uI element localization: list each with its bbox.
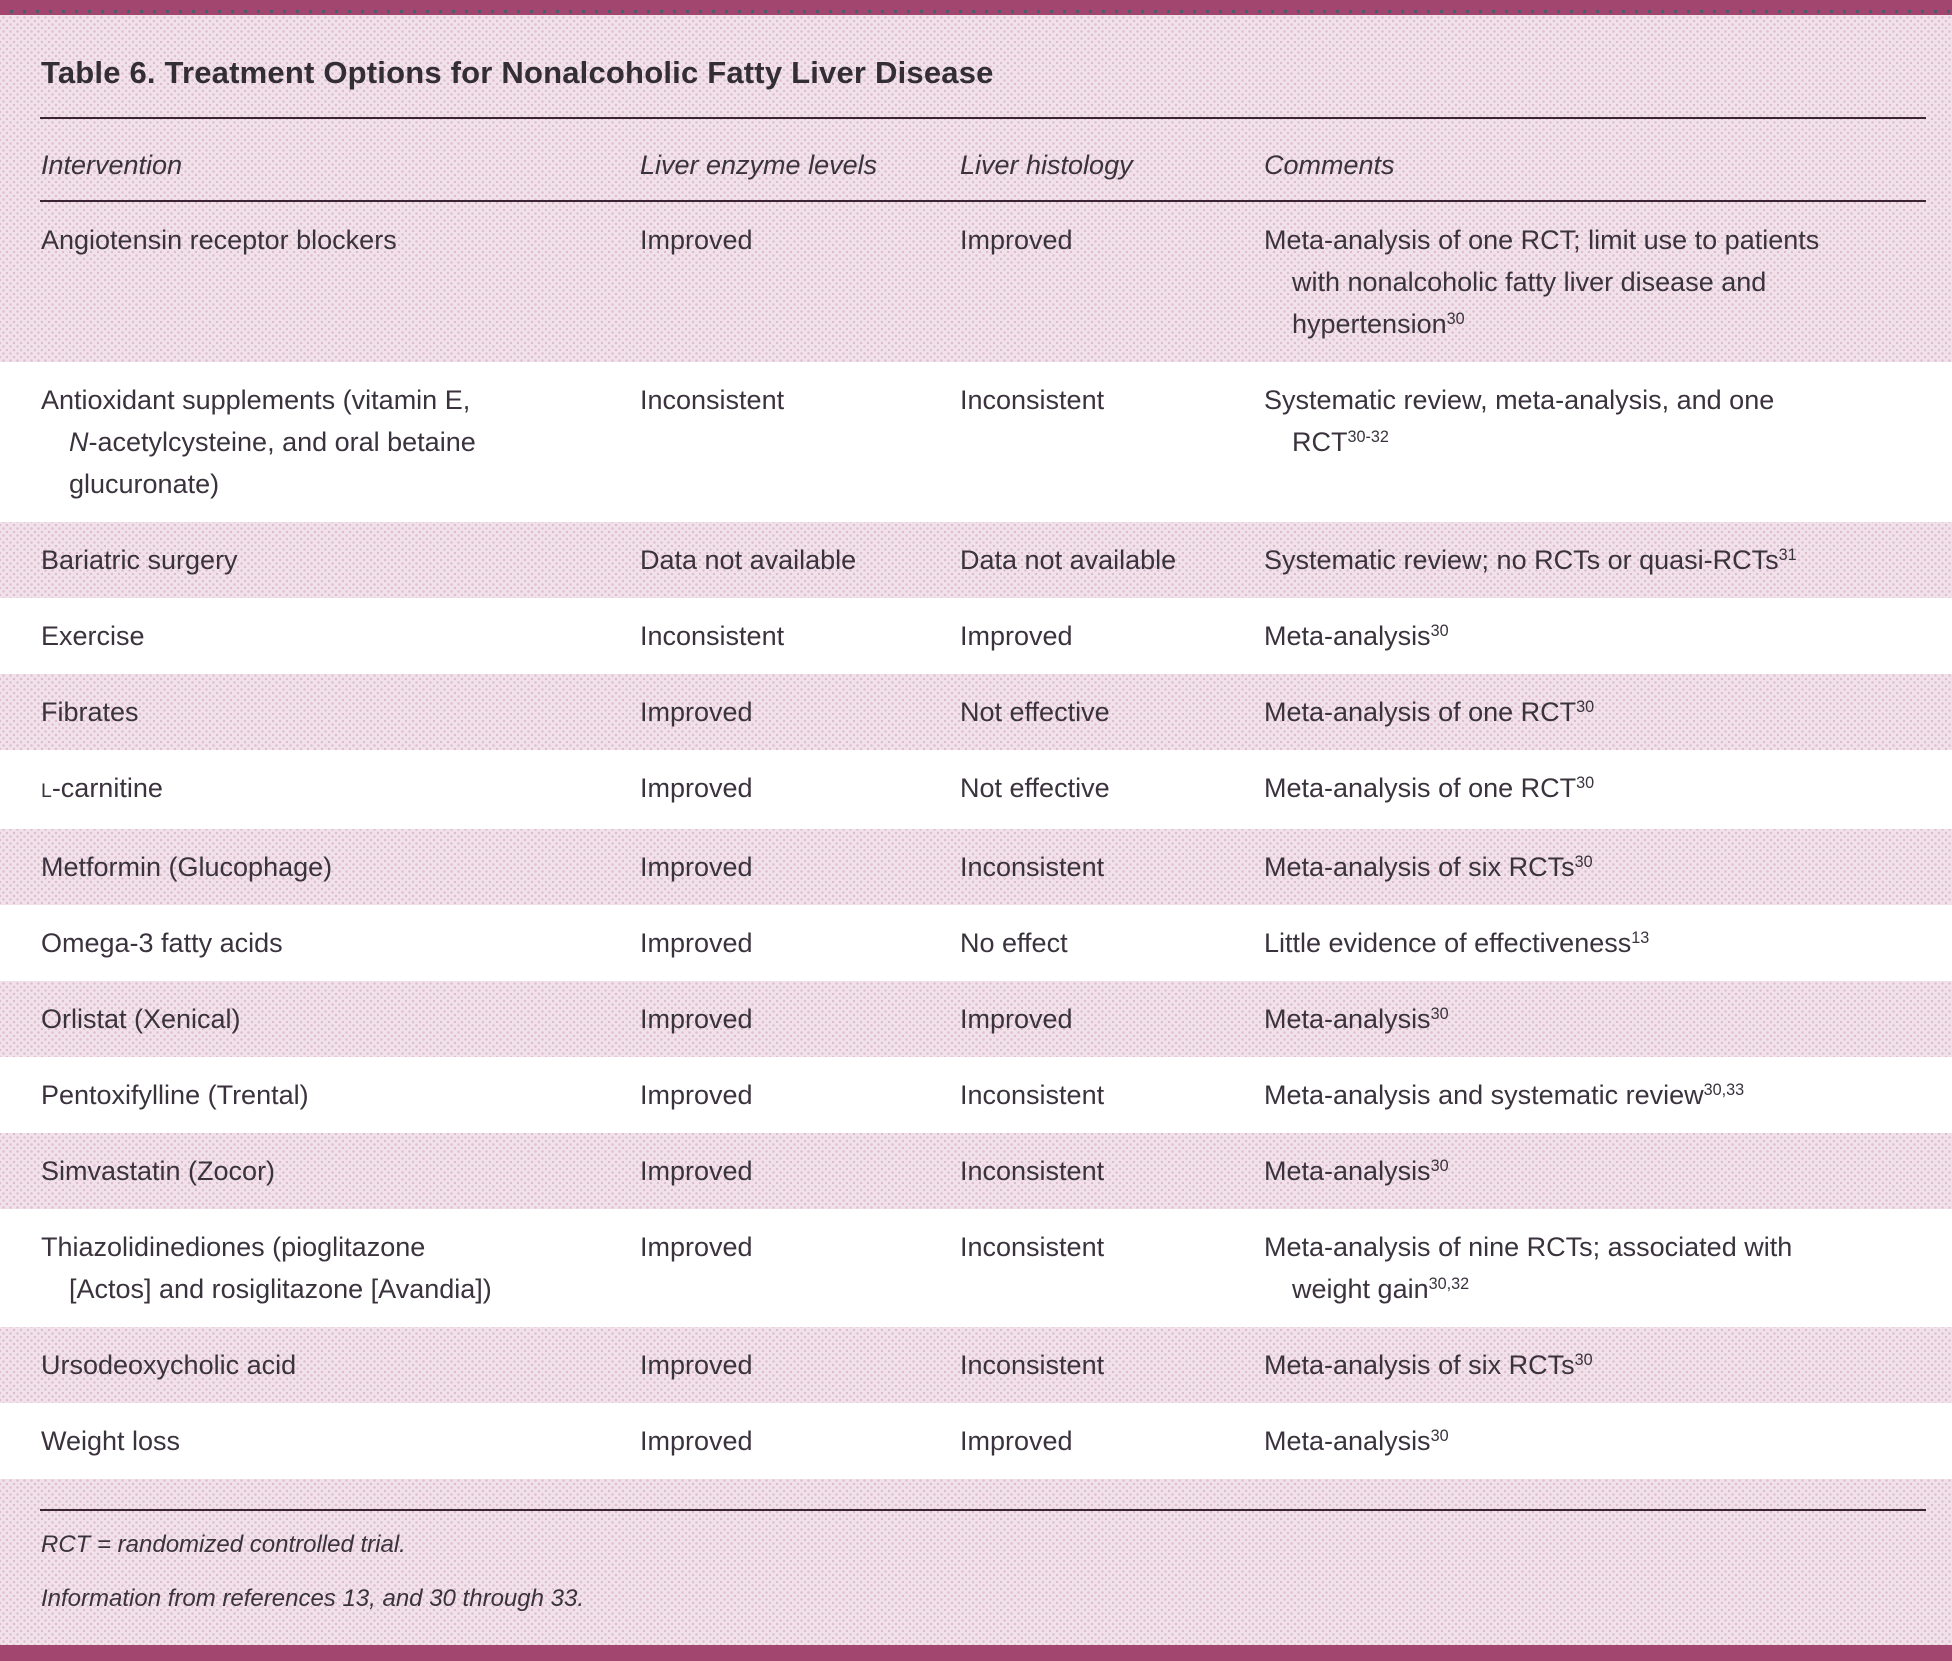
liver-enzyme-value: Improved [640, 1426, 753, 1456]
liver-histology-value: Data not available [960, 545, 1177, 575]
cell-comments [1264, 846, 1952, 888]
column-header-comments: Comments [1264, 150, 1395, 180]
table-row [0, 598, 1952, 674]
intervention-segment: -carnitine [51, 773, 163, 803]
cell-liver-enzyme-levels [640, 1226, 960, 1310]
reference-superscript: 30 [1576, 774, 1595, 793]
intervention-text [41, 379, 496, 505]
liver-enzyme-value: Improved [640, 852, 753, 882]
liver-enzyme-value: Improved [640, 773, 753, 803]
intervention-segment: Simvastatin (Zocor) [41, 1156, 276, 1186]
table-row [0, 674, 1952, 750]
cell-comments [1264, 1420, 1952, 1462]
table-body [0, 202, 1952, 1479]
intervention-segment: Fibrates [41, 697, 139, 727]
liver-histology-value: Not effective [960, 773, 1110, 803]
liver-enzyme-value: Improved [640, 1232, 753, 1262]
cell-liver-enzyme-levels [640, 998, 960, 1040]
cell-intervention [0, 219, 640, 345]
cell-comments [1264, 1344, 1952, 1386]
table-row [0, 362, 1952, 522]
table-row [0, 981, 1952, 1057]
cell-liver-histology [960, 922, 1264, 964]
cell-liver-enzyme-levels [640, 379, 960, 505]
cell-intervention [0, 1226, 640, 1310]
intervention-text [41, 615, 496, 657]
liver-histology-value: Improved [960, 1004, 1073, 1034]
cell-liver-histology [960, 219, 1264, 345]
intervention-text [41, 1150, 496, 1192]
cell-comments [1264, 539, 1952, 581]
liver-enzyme-value: Improved [640, 928, 753, 958]
cell-liver-enzyme-levels [640, 1150, 960, 1192]
intervention-segment: -acetylcysteine, and oral betaine glucuronate) [69, 427, 476, 499]
cell-liver-enzyme-levels [640, 615, 960, 657]
table-row [0, 905, 1952, 981]
table-row [0, 1057, 1952, 1133]
reference-superscript: 30 [1430, 1157, 1449, 1176]
intervention-text [41, 998, 496, 1040]
intervention-text [41, 922, 496, 964]
liver-enzyme-value: Improved [640, 1080, 753, 1110]
intervention-segment: Weight loss [41, 1426, 181, 1456]
comment-text: Meta-analysis and systematic review [1264, 1080, 1704, 1110]
liver-histology-value: Inconsistent [960, 1350, 1105, 1380]
liver-histology-value: Inconsistent [960, 1156, 1105, 1186]
intervention-text [41, 1344, 496, 1386]
comment-text: Systematic review, meta-analysis, and one RCT [1264, 385, 1775, 457]
intervention-text [41, 767, 496, 812]
liver-histology-value: Improved [960, 225, 1073, 255]
cell-liver-histology [960, 767, 1264, 812]
reference-superscript: 30,32 [1428, 1275, 1470, 1294]
table-title: Table 6. Treatment Options for Nonalcoholic Fatty Liver Disease [41, 55, 994, 90]
cell-liver-histology [960, 1150, 1264, 1192]
cell-liver-enzyme-levels [640, 1344, 960, 1386]
cell-liver-enzyme-levels [640, 691, 960, 733]
cell-liver-histology [960, 846, 1264, 888]
liver-histology-value: No effect [960, 928, 1068, 958]
footer-divider-rule [40, 1509, 1926, 1511]
intervention-segment: N [69, 427, 89, 457]
intervention-segment: L [41, 780, 52, 802]
cell-intervention [0, 998, 640, 1040]
table-row [0, 829, 1952, 905]
intervention-segment: Metformin (Glucophage) [41, 852, 333, 882]
liver-enzyme-value: Improved [640, 697, 753, 727]
cell-comments [1264, 615, 1952, 657]
table-header-row [0, 119, 1952, 200]
cell-intervention [0, 691, 640, 733]
table-row [0, 1403, 1952, 1479]
liver-enzyme-value: Inconsistent [640, 621, 785, 651]
cell-comments [1264, 219, 1952, 345]
table-row [0, 1209, 1952, 1327]
cell-intervention [0, 379, 640, 505]
cell-comments [1264, 767, 1952, 812]
column-header-liver-histology: Liver histology [960, 150, 1133, 180]
comment-text: Meta-analysis of one RCT; limit use to patients with nonalcoholic fatty liver disease and hypertension [1264, 225, 1820, 339]
cell-liver-enzyme-levels [640, 922, 960, 964]
reference-superscript: 30 [1574, 1351, 1593, 1370]
intervention-segment: Angiotensin receptor blockers [41, 225, 397, 255]
intervention-text [41, 846, 496, 888]
reference-superscript: 30 [1430, 1427, 1449, 1446]
intervention-text [41, 1420, 496, 1462]
liver-histology-value: Inconsistent [960, 385, 1105, 415]
cell-liver-histology [960, 379, 1264, 505]
intervention-segment: Exercise [41, 621, 145, 651]
table-row [0, 1133, 1952, 1209]
reference-superscript: 30 [1430, 622, 1449, 641]
comment-text: Meta-analysis [1264, 1156, 1431, 1186]
cell-liver-histology [960, 691, 1264, 733]
cell-liver-histology [960, 539, 1264, 581]
cell-liver-enzyme-levels [640, 1420, 960, 1462]
intervention-segment: Omega-3 fatty acids [41, 928, 283, 958]
cell-liver-enzyme-levels [640, 219, 960, 345]
cell-liver-histology [960, 998, 1264, 1040]
cell-intervention [0, 846, 640, 888]
column-header-liver-enzyme-levels: Liver enzyme levels [640, 150, 878, 180]
intervention-segment: Antioxidant supplements (vitamin E, [41, 385, 471, 415]
liver-enzyme-value: Inconsistent [640, 385, 785, 415]
top-accent-bar [0, 0, 1952, 15]
liver-enzyme-value: Improved [640, 1350, 753, 1380]
cell-comments [1264, 998, 1952, 1040]
intervention-segment: Ursodeoxycholic acid [41, 1350, 297, 1380]
liver-histology-value: Inconsistent [960, 1232, 1105, 1262]
cell-intervention [0, 615, 640, 657]
column-header-intervention: Intervention [41, 150, 183, 180]
cell-comments [1264, 691, 1952, 733]
comment-text: Meta-analysis [1264, 1004, 1431, 1034]
intervention-segment: Orlistat (Xenical) [41, 1004, 241, 1034]
table-row [0, 1327, 1952, 1403]
cell-intervention [0, 539, 640, 581]
cell-intervention [0, 1344, 640, 1386]
cell-comments [1264, 379, 1952, 505]
liver-enzyme-value: Improved [640, 1156, 753, 1186]
intervention-text [41, 1226, 496, 1310]
cell-liver-histology [960, 1344, 1264, 1386]
bottom-accent-bar [0, 1645, 1952, 1661]
intervention-segment: Pentoxifylline (Trental) [41, 1080, 309, 1110]
intervention-text [41, 539, 496, 581]
comment-text: Meta-analysis [1264, 621, 1431, 651]
comment-text: Meta-analysis of six RCTs [1264, 1350, 1575, 1380]
reference-superscript: 30 [1574, 853, 1593, 872]
comment-text: Meta-analysis of six RCTs [1264, 852, 1575, 882]
liver-histology-value: Inconsistent [960, 1080, 1105, 1110]
cell-liver-histology [960, 1226, 1264, 1310]
cell-comments [1264, 922, 1952, 964]
reference-superscript: 30 [1446, 310, 1465, 329]
comment-text: Systematic review; no RCTs or quasi-RCTs [1264, 545, 1779, 575]
cell-comments [1264, 1226, 1952, 1310]
table-row [0, 522, 1952, 598]
cell-intervention [0, 1150, 640, 1192]
liver-enzyme-value: Improved [640, 1004, 753, 1034]
cell-intervention [0, 1420, 640, 1462]
cell-liver-histology [960, 615, 1264, 657]
cell-liver-enzyme-levels [640, 1074, 960, 1116]
reference-superscript: 30 [1430, 1005, 1449, 1024]
intervention-text [41, 219, 496, 261]
table-row [0, 202, 1952, 362]
reference-superscript: 31 [1778, 546, 1797, 565]
cell-liver-enzyme-levels [640, 767, 960, 812]
comment-text: Meta-analysis of one RCT [1264, 697, 1577, 727]
table-row [0, 750, 1952, 829]
liver-histology-value: Not effective [960, 697, 1110, 727]
cell-liver-enzyme-levels [640, 539, 960, 581]
cell-comments [1264, 1150, 1952, 1192]
liver-histology-value: Improved [960, 621, 1073, 651]
intervention-text [41, 691, 496, 733]
cell-intervention [0, 1074, 640, 1116]
reference-superscript: 30 [1576, 698, 1595, 717]
comment-text: Meta-analysis of one RCT [1264, 773, 1577, 803]
cell-intervention [0, 922, 640, 964]
reference-superscript: 13 [1631, 929, 1650, 948]
footnote-source: Information from references 13, and 30 through 33. [41, 1585, 584, 1612]
cell-liver-enzyme-levels [640, 846, 960, 888]
liver-histology-value: Inconsistent [960, 852, 1105, 882]
liver-histology-value: Improved [960, 1426, 1073, 1456]
cell-liver-histology [960, 1420, 1264, 1462]
liver-enzyme-value: Data not available [640, 545, 857, 575]
cell-comments [1264, 1074, 1952, 1116]
liver-enzyme-value: Improved [640, 225, 753, 255]
comment-text: Little evidence of effectiveness [1264, 928, 1632, 958]
cell-intervention [0, 767, 640, 812]
footnote-abbreviation: RCT = randomized controlled trial. [41, 1531, 406, 1558]
comment-text: Meta-analysis [1264, 1426, 1431, 1456]
intervention-segment: Bariatric surgery [41, 545, 238, 575]
intervention-text [41, 1074, 496, 1116]
reference-superscript: 30-32 [1347, 428, 1389, 447]
cell-liver-histology [960, 1074, 1264, 1116]
reference-superscript: 30,33 [1703, 1081, 1745, 1100]
intervention-segment: Thiazolidinediones (pioglitazone [Actos] and rosiglitazone [Avandia]) [41, 1232, 492, 1304]
comment-text: Meta-analysis of nine RCTs; associated with weight gain [1264, 1232, 1793, 1304]
